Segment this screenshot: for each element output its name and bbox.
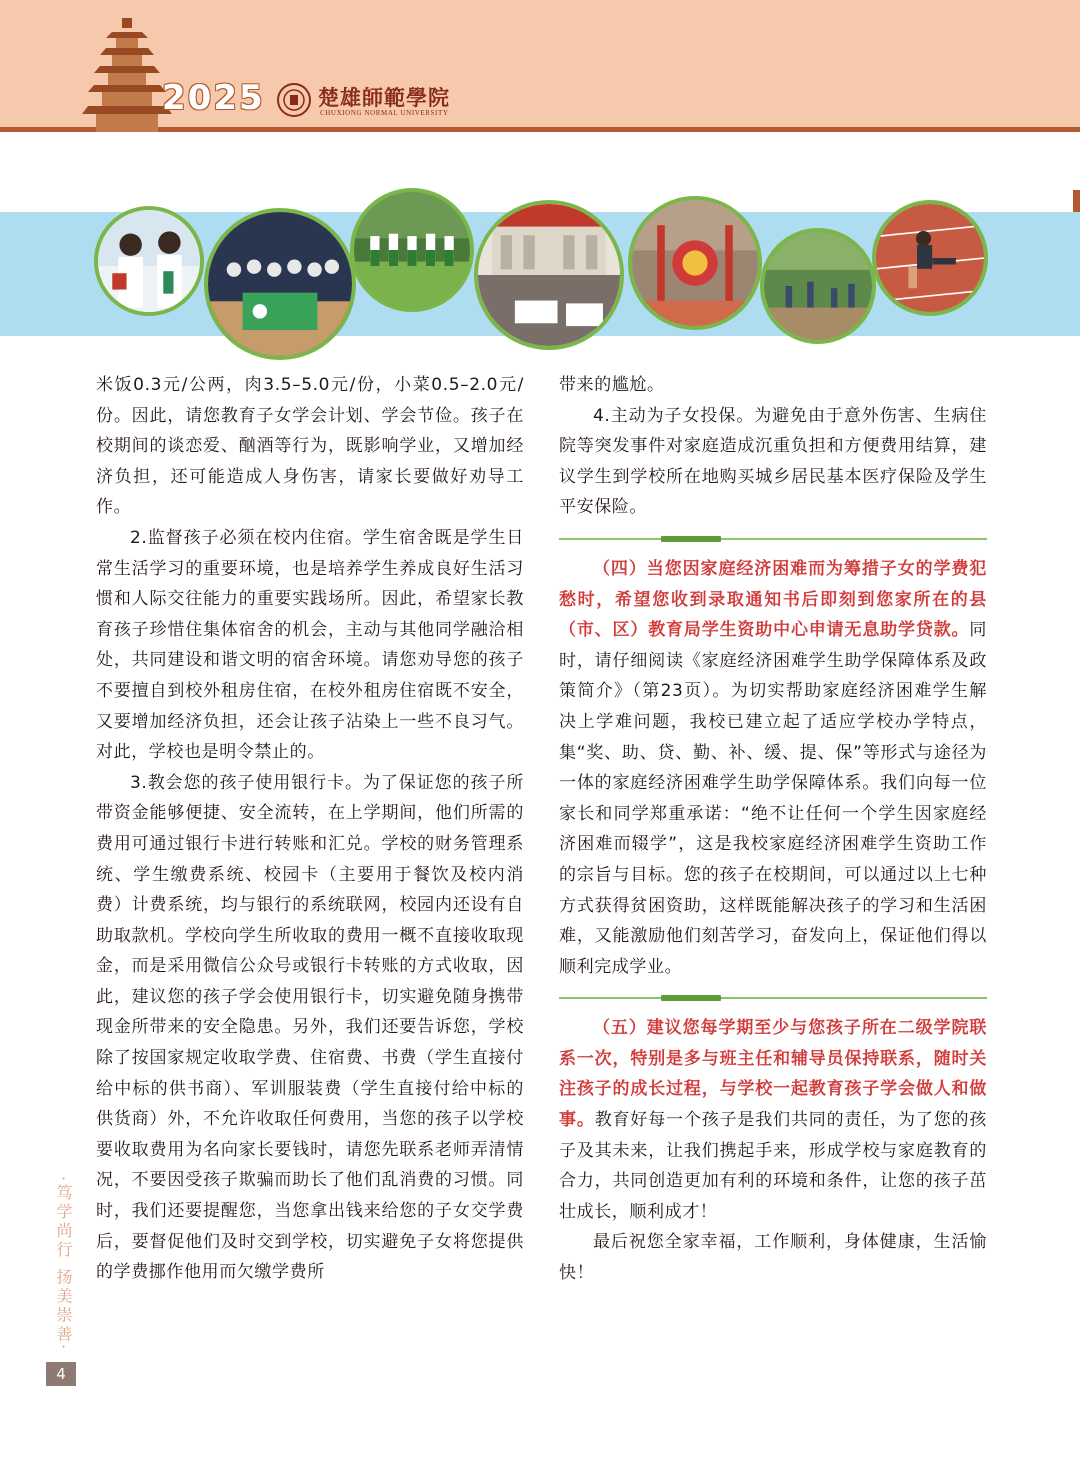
header-year: 2025 [162,78,265,118]
photo-sports-team [204,208,356,360]
section-5-paragraph [559,1013,987,1227]
pagoda-icon [82,18,172,132]
left-paragraph-2: 2.监督孩子必须在校内住宿。学生宿舍既是学生日常生活学习的重要环境，也是培养学生养成良好生活习惯和人际交往能力的重要实践场所。因此，希望家长教育孩子珍惜住集体宿舍的机会，主动与其他同学融洽相处，共同建设和谐文明的宿舍环境。请您劝导您的孩子不要擅自到校外租房住宿，在校外租房住宿既不安全，又要增加经济负担，还会让孩子沾染上一些不良习气。对此，学校也是明令禁止的。 [96,527,524,763]
section-4-paragraph [559,554,987,982]
photo-runner [872,200,988,316]
section-4-highlight: （四）当您因家庭经济困难而为筹措子女的学费犯愁时，希望您收到录取通知书后即刻到您家所在的县（市、区）教育局学生资助中心申请无息助学贷款。 [559,558,987,641]
photo-group-campus [474,200,624,350]
left-column [96,370,524,1288]
side-motto: ·笃学尚行 扬美崇善· [54,1176,73,1353]
university-logo-icon [276,82,312,118]
page-number: 4 [46,1362,76,1386]
right-paragraph-1: 带来的尴尬。 [559,375,665,395]
section-5-highlight: （五）建议您每学期至少与您孩子所在二级学院联系一次，特别是多与班主任和辅导员保持联系，随时关注孩子的成长过程，与学校一起教育孩子学会做人和做事。 [559,1018,987,1131]
section-divider [559,997,987,999]
right-column [559,370,987,1289]
closing-paragraph: 最后祝您全家幸福，工作顺利，身体健康，生活愉快！ [559,1232,987,1284]
photo-decorations [628,196,762,330]
section-4-body: 同时，请仔细阅读《家庭经济困难学生助学保障体系及政策简介》（第23页）。为切实帮助家庭经济困难学生解决上学难问题，我校已建立起了适应学校办学特点，集“奖、助、贷、勤、补、缓、提、保”等形式与途径为一体的家庭经济困难学生助学保障体系。我们向每一位家长和同学郑重承诺：“绝不让任何一个学生因家庭经济困难而辍学”，这是我校家庭经济困难学生资助工作的宗旨与目标。您的孩子在校期间，可以通过以上七种方式获得贫困资助，这样既能解决孩子的学习和生活困难，又能激励他们刻苦学习，奋发向上，保证他们得以顺利完成学业。 [559,620,987,977]
university-name-en: CHUXIONG NORMAL UNIVERSITY [320,109,449,117]
photo-forest-walk [760,228,876,344]
photo-performers-field [350,188,474,312]
photo-graduates [94,206,204,316]
section-divider [559,538,987,540]
right-paragraph-2: 4.主动为子女投保。为避免由于意外伤害、生病住院等突发事件对家庭造成沉重负担和方便费用结算，建议学生到学校所在地购买城乡居民基本医疗保险及学生平安保险。 [559,405,987,518]
section-5-body: 教育好每一个孩子是我们共同的责任，为了您的孩子及其未来，让我们携起手来，形成学校与家庭教育的合力，共同创造更加有利的环境和条件，让您的孩子茁壮成长，顺利成才！ [559,1110,987,1222]
left-paragraph-1: 米饭0.3元/公两，肉3.5–5.0元/份，小菜0.5–2.0元/份。因此，请您教育子女学会计划、学会节俭。孩子在校期间的谈恋爱、酗酒等行为，既影响学业，又增加经济负担，还可能造成人身伤害，请家长要做好劝导工作。 [96,375,524,518]
left-paragraph-3: 3.教会您的孩子使用银行卡。为了保证您的孩子所带资金能够便捷、安全流转，在上学期间，他们所需的费用可通过银行卡进行转账和汇兑。学校的财务管理系统、学生缴费系统、校园卡（主要用于餐饮及校内消费）计费系统，均与银行的系统联网，校园内还设有自助取款机。学校向学生所收取的费用一概不直接收取现金，而是采用微信公众号或银行卡转账的方式收取，因此，建议您的孩子学会使用银行卡，切实避免随身携带现金所带来的安全隐患。另外，我们还要告诉您，学校除了按国家规定收取学费、住宿费、书费（学生直接付给中标的供书商）、军训服装费（学生直接付给中标的供货商）外，不允许收取任何费用，当您的孩子以学校要收取费用为名向家长要钱时，请您先联系老师弄清情况，不要因受孩子欺骗而助长了他们乱消费的习惯。同时，我们还要提醒您，当您拿出钱来给您的子女交学费后，要督促他们及时交到学校，切实避免子女将您提供的学费挪作他用而欠缴学费所 [96,772,524,1283]
university-name-cn: 楚雄師範學院 [318,85,450,110]
